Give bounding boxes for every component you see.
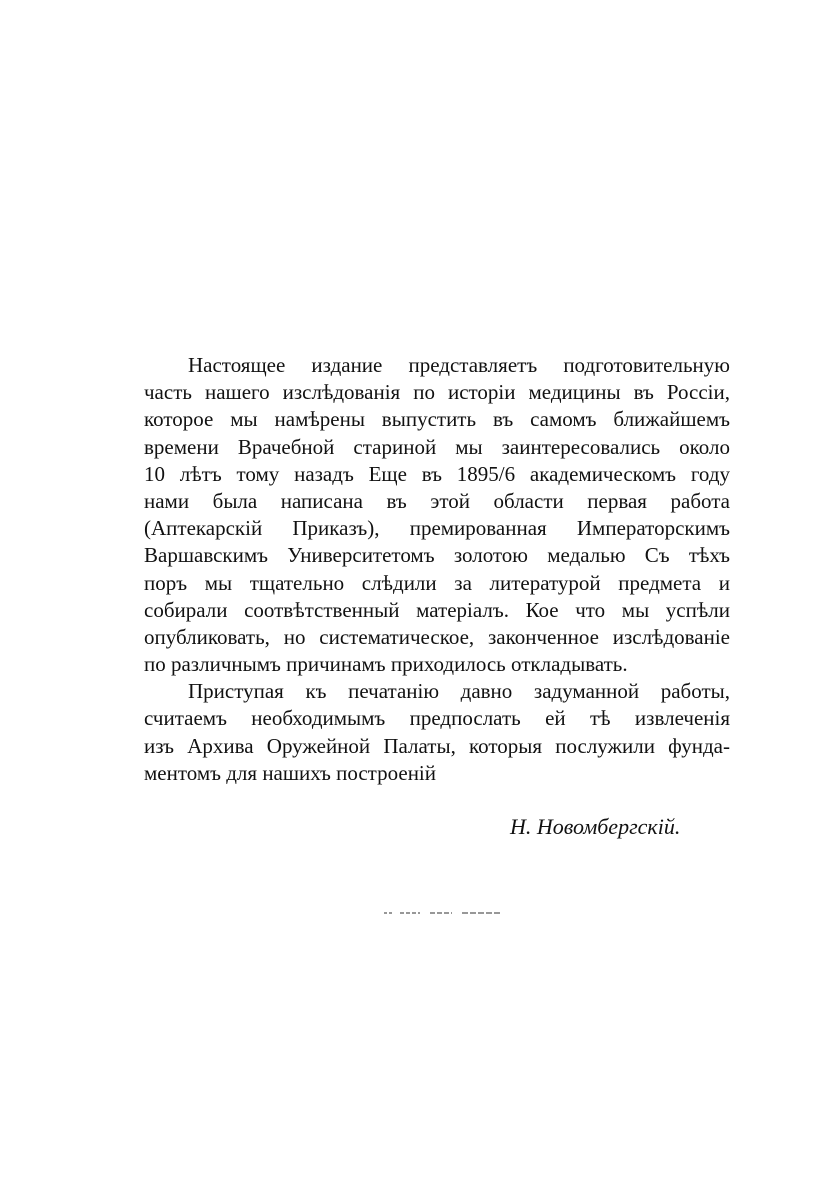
paragraph-1 <box>144 352 730 678</box>
text-line: изъ Архива Оружейной Палаты, которыя послужили фунда- <box>144 733 730 758</box>
closing-ornament <box>384 910 500 916</box>
text-line: (Аптекарскій Приказъ), премированная Императорскимъ <box>144 516 730 541</box>
text-line: считаемъ необходимымъ предпослать ей тѣ извлеченія <box>144 706 730 731</box>
text-line: собирали соотвѣтственный матеріалъ. Кое что мы успѣли <box>144 597 730 622</box>
text-line: времени Врачебной стариной мы заинтересовались около <box>144 434 730 459</box>
author-signature: Н. Новомбергскій. <box>510 814 681 839</box>
text-line: которое мы намѣрены выпустить въ самомъ ближайшемъ <box>144 407 730 432</box>
text-line: Настоящее издание представляетъ подготовительную <box>188 353 730 377</box>
text-line: ментомъ для нашихъ построеній <box>144 760 437 785</box>
text-line: поръ мы тщательно слѣдили за литературой предмета и <box>144 570 730 595</box>
text-line: Приступая къ печатанію давно задуманной работы, <box>188 679 730 704</box>
preface-text <box>144 352 730 787</box>
text-line: 10 лѣтъ тому назадъ Еще въ 1895/6 академическомъ году <box>144 461 730 486</box>
text-line: нами была написана въ этой области первая работа <box>144 488 730 513</box>
text-line: Варшавскимъ Университетомъ золотою медалью Съ тѣхъ <box>144 543 730 568</box>
paragraph-2 <box>144 678 730 787</box>
text-line: по различнымъ причинамъ приходилось откладывать. <box>144 652 628 677</box>
text-line: часть нашего изслѣдованія по исторіи медицины въ Россіи, <box>144 380 730 405</box>
text-line: опубликовать, но систематическое, законченное изслѣдованіе <box>144 624 730 649</box>
